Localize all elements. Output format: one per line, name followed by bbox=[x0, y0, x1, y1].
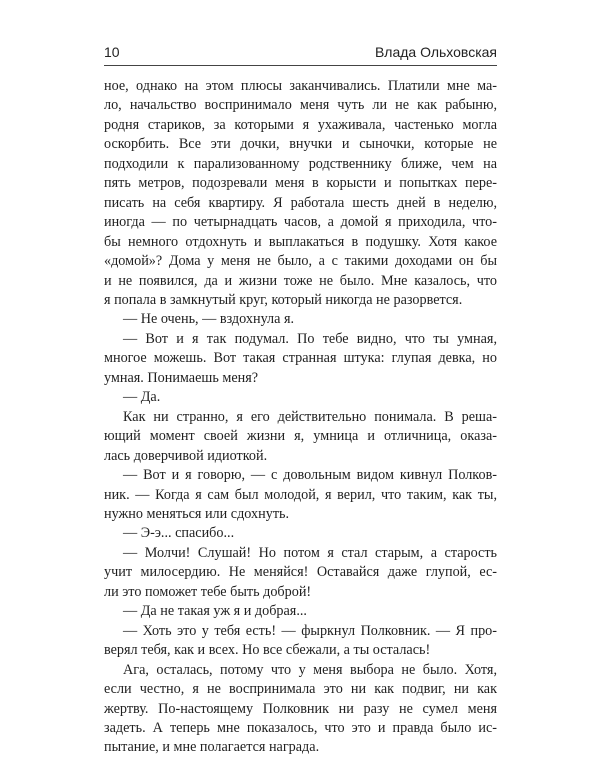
text-line: жертву. По-настоящему Полковник ни разу не сумел меня bbox=[104, 700, 497, 717]
body-text bbox=[104, 77, 497, 758]
text-line: — Э-э... спасибо... bbox=[123, 525, 235, 542]
text-line: — Хоть это у тебя есть! — фыркнул Полковник. — Я про- bbox=[123, 622, 497, 639]
text-line: умная. Понимаешь меня? bbox=[104, 369, 259, 386]
text-line: иногда — по четырнадцать часов, а домой я приходила, что- bbox=[104, 214, 497, 231]
text-line: родня стариков, за которыми я ухаживала, частенько могла bbox=[104, 116, 497, 133]
text-line: и не появился, да и жизни тоже не было. Мне казалось, что bbox=[104, 272, 497, 289]
text-line: пять метров, подозревали меня в корысти и попытках пере- bbox=[104, 175, 497, 192]
text-line: бы немного отдохнуть и выплакаться в подушку. Хотя какое bbox=[104, 233, 497, 250]
text-line: «домой»? Дома у меня не было, а с такими доходами он бы bbox=[104, 253, 497, 270]
text-line: многое можешь. Вот такая странная штука: глупая девка, но bbox=[104, 350, 497, 367]
text-line: нужно меняться или сдохнуть. bbox=[104, 505, 290, 522]
text-line: — Не очень, — вздохнула я. bbox=[123, 311, 295, 328]
text-line: пытание, и мне полагается награда. bbox=[104, 739, 320, 756]
header-rule bbox=[104, 65, 497, 66]
text-line: — Вот и я так подумал. По тебе видно, что ты умная, bbox=[123, 330, 497, 347]
text-line: ник. — Когда я сам был молодой, я верил, что таким, как ты, bbox=[104, 486, 497, 503]
text-line: — Да не такая уж я и добрая... bbox=[123, 603, 307, 620]
text-line: задеть. А теперь мне показалось, что это и правда было ис- bbox=[104, 719, 497, 736]
text-line: Ага, осталась, потому что у меня выбора не было. Хотя, bbox=[123, 661, 497, 678]
running-head bbox=[104, 44, 497, 60]
text-line: если честно, я не воспринимала это ни как подвиг, ни как bbox=[104, 681, 497, 698]
text-line: подходили к парализованному родственнику ближе, чем на bbox=[104, 155, 497, 172]
text-line: ло, начальство воспринимало меня чуть ли не как рабыню, bbox=[104, 97, 497, 114]
text-line: писать на себя квартиру. Я работала шесть дней в неделю, bbox=[104, 194, 497, 211]
text-line: ющий момент своей жизни я, умница и отличница, оказа- bbox=[104, 428, 497, 445]
text-line: я попала в замкнутый круг, который никогда не разорвется. bbox=[104, 291, 463, 308]
text-line: лась доверчивой идиоткой. bbox=[104, 447, 268, 464]
page-number: 10 bbox=[104, 44, 120, 60]
text-line: Как ни странно, я его действительно понимала. В реша- bbox=[123, 408, 497, 425]
text-line: — Молчи! Слушай! Но потом я стал старым, а старость bbox=[123, 544, 497, 561]
text-line: — Вот и я говорю, — с довольным видом кивнул Полков- bbox=[123, 467, 497, 484]
text-line: ли это поможет тебе быть доброй! bbox=[104, 583, 312, 600]
text-line: верял тебя, как и всех. Но все сбежали, а ты осталась! bbox=[104, 642, 431, 659]
text-line: — Да. bbox=[123, 389, 161, 406]
text-line: ное, однако на этом плюсы заканчивались. Платили мне ма- bbox=[104, 78, 497, 94]
text-line: учит милосердию. Не меняйся! Оставайся даже глупой, ес- bbox=[104, 564, 497, 581]
author-name: Влада Ольховская bbox=[374, 44, 497, 60]
text-line: оскорбить. Все эти дочки, внучки и сыночки, которые не bbox=[104, 136, 497, 153]
